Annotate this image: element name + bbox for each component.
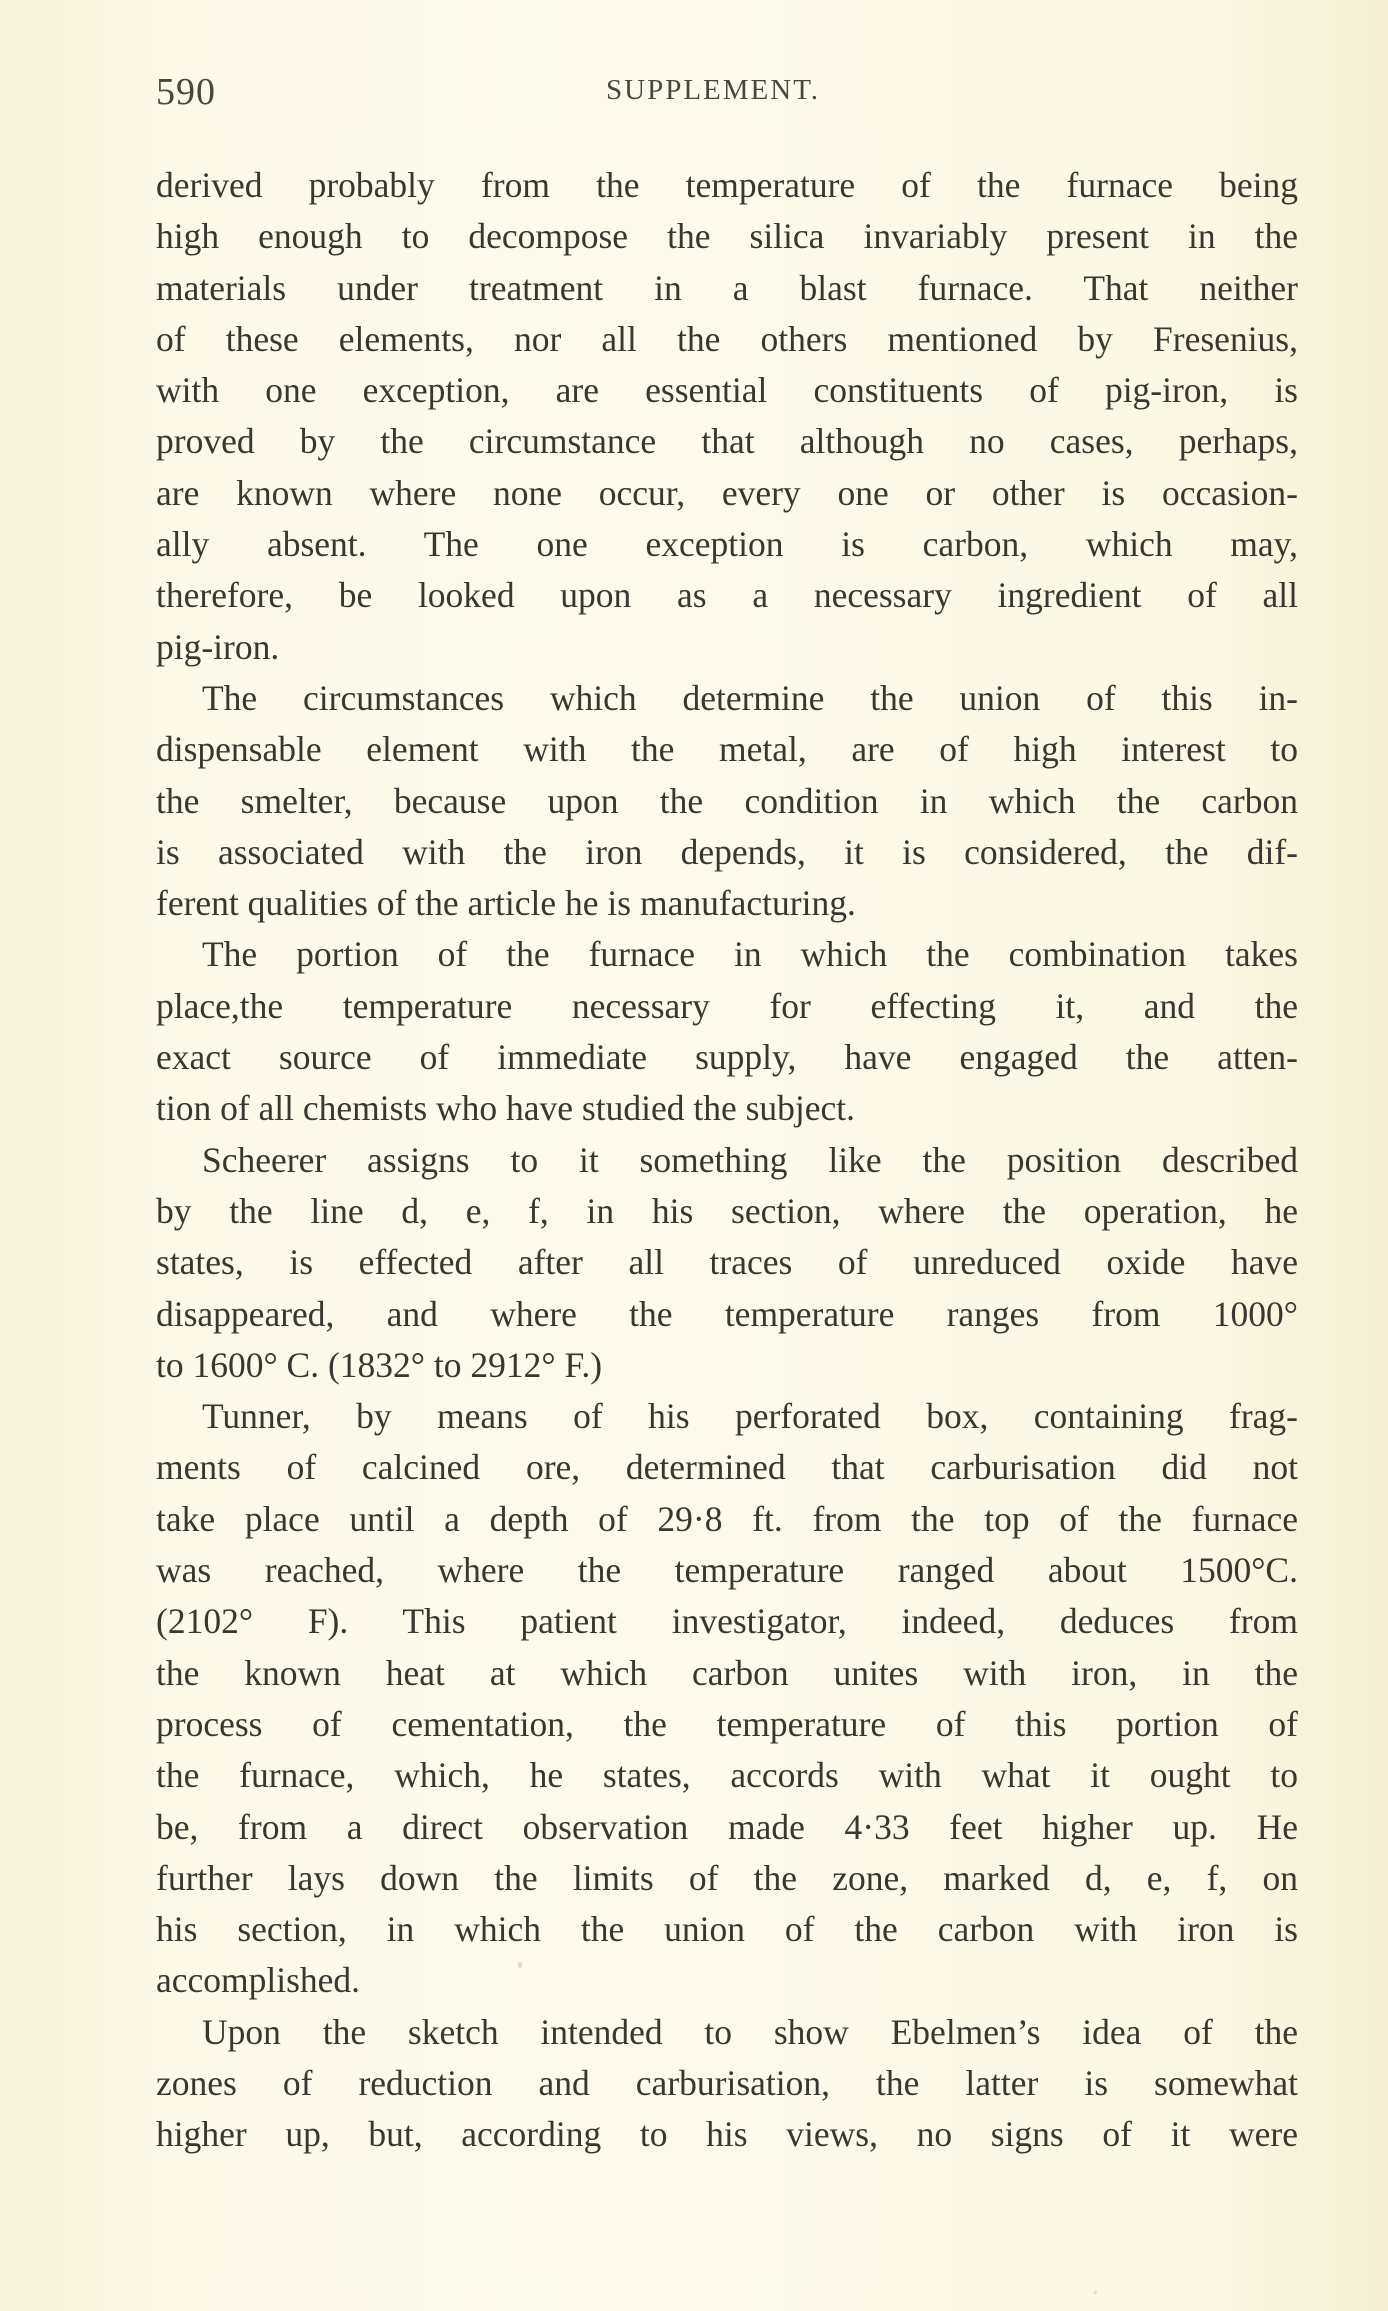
text-line: materials under treatment in a blast furnace. That neither	[156, 267, 1298, 308]
text-line: derived probably from the temperature of the furnace being	[156, 165, 1298, 205]
text-line: Scheerer assigns to it something like the position described	[202, 1139, 1298, 1180]
text-line: dispensable element with the metal, are of high interest to	[156, 729, 1298, 770]
text-line: The portion of the furnace in which the combination takes	[202, 934, 1298, 975]
paragraph-2	[156, 673, 1298, 929]
paragraph-5	[156, 1391, 1298, 2007]
body-text	[156, 160, 1298, 2161]
text-line: exact source of immediate supply, have engaged the atten-	[156, 1037, 1298, 1078]
paper-speck	[518, 1962, 522, 1968]
text-line: process of cementation, the temperature of this portion of	[156, 1703, 1298, 1744]
text-line: proved by the circumstance that although no cases, perhaps,	[156, 421, 1298, 462]
text-line: Tunner, by means of his perforated box, containing frag-	[202, 1396, 1298, 1437]
text-line: to 1600° C. (1832° to 2912° F.)	[156, 1344, 603, 1385]
text-line: ally absent. The one exception is carbon, which may,	[156, 524, 1298, 565]
text-line: Upon the sketch intended to show Ebelmen’s idea of the	[202, 2011, 1298, 2052]
running-title: SUPPLEMENT.	[606, 74, 821, 106]
paragraph-1	[156, 160, 1298, 673]
text-line: disappeared, and where the temperature ranges from 1000°	[156, 1293, 1298, 1334]
text-line: pig-iron.	[156, 626, 280, 667]
text-line: was reached, where the temperature ranged about 1500°C.	[156, 1550, 1298, 1591]
text-line: accomplished.	[156, 1960, 361, 2001]
running-head	[156, 62, 1298, 122]
book-page	[156, 62, 1298, 2161]
text-line: with one exception, are essential constituents of pig-iron, is	[156, 370, 1298, 411]
text-line: of these elements, nor all the others mentioned by Fresenius,	[156, 318, 1298, 359]
paragraph-3	[156, 929, 1298, 1134]
text-line: (2102° F). This patient investigator, indeed, deduces from	[156, 1601, 1298, 1642]
text-line: is associated with the iron depends, it is considered, the dif-	[156, 831, 1298, 872]
text-line: states, is effected after all traces of unreduced oxide have	[156, 1242, 1298, 1283]
text-line: his section, in which the union of the carbon with iron is	[156, 1909, 1298, 1950]
text-line: the furnace, which, he states, accords with what it ought to	[156, 1755, 1298, 1796]
text-line: higher up, but, according to his views, no signs of it were	[156, 2114, 1298, 2155]
text-line: by the line d, e, f, in his section, where the operation, he	[156, 1190, 1298, 1231]
text-line: place,the temperature necessary for effecting it, and the	[156, 985, 1298, 1026]
paragraph-4	[156, 1135, 1298, 1391]
page-number: 590	[156, 71, 216, 113]
paragraph-6	[156, 2007, 1298, 2161]
text-line: the known heat at which carbon unites with iron, in the	[156, 1652, 1298, 1693]
text-line: further lays down the limits of the zone, marked d, e, f, on	[156, 1857, 1298, 1898]
text-line: ments of calcined ore, determined that carburisation did not	[156, 1447, 1298, 1488]
text-line: be, from a direct observation made 4·33 feet higher up. He	[156, 1806, 1298, 1847]
text-line: the smelter, because upon the condition in which the carbon	[156, 780, 1298, 821]
text-line: are known where none occur, every one or other is occasion-	[156, 472, 1298, 513]
text-line: The circumstances which determine the union of this in-	[202, 677, 1298, 718]
paper-speck	[1094, 2291, 1097, 2294]
text-line: high enough to decompose the silica invariably present in the	[156, 216, 1298, 257]
text-line: therefore, be looked upon as a necessary ingredient of all	[156, 575, 1298, 616]
text-line: take place until a depth of 29·8 ft. from the top of the furnace	[156, 1498, 1298, 1539]
text-line: tion of all chemists who have studied the subject.	[156, 1088, 856, 1129]
text-line: zones of reduction and carburisation, the latter is somewhat	[156, 2062, 1298, 2103]
text-line: ferent qualities of the article he is manufacturing.	[156, 883, 856, 924]
